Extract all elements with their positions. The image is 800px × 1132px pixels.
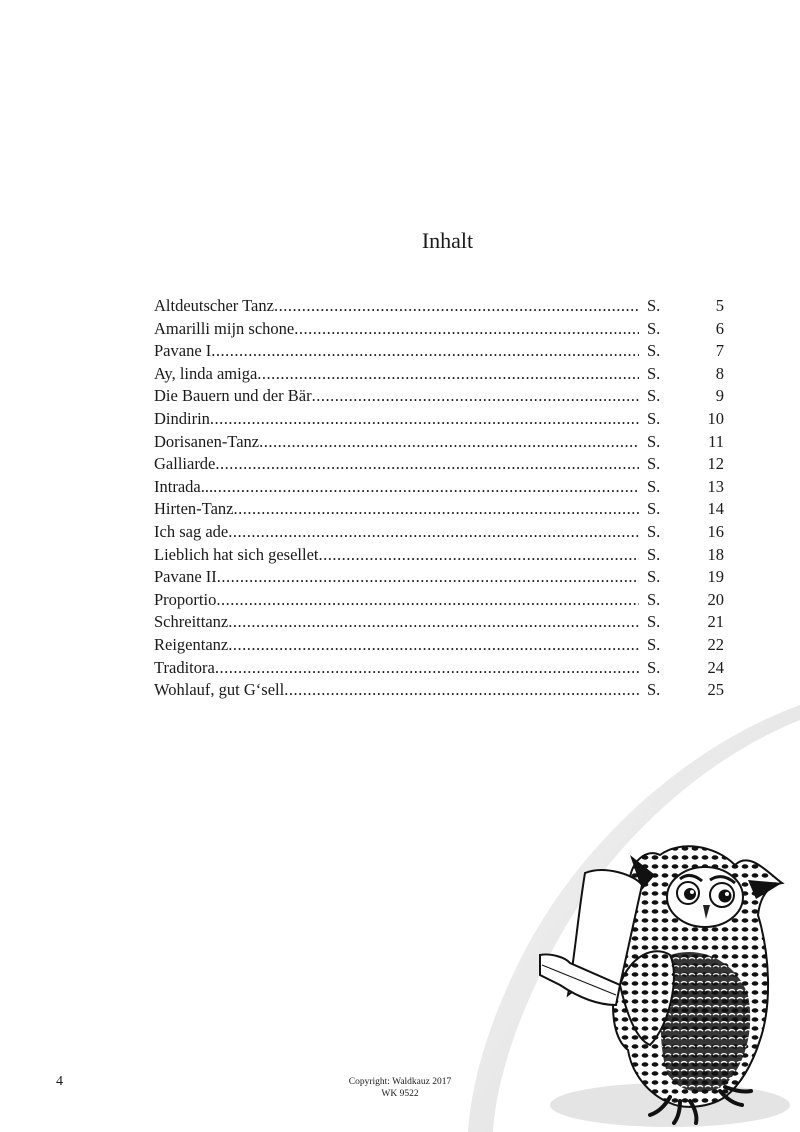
toc-row — [154, 431, 724, 454]
catalog-number: WK 9522 — [381, 1089, 419, 1099]
toc-entry-title: Pavane II — [154, 567, 217, 587]
toc-page-number: 21 — [707, 612, 724, 632]
toc-title-wrap — [154, 679, 639, 702]
toc-dot-leader — [284, 679, 639, 702]
toc-page-prefix: S. — [647, 408, 661, 428]
toc-page-number: 18 — [707, 544, 724, 564]
toc-page-prefix: S. — [647, 499, 661, 519]
toc-title-wrap — [154, 634, 639, 657]
toc-page-number: 9 — [715, 386, 724, 406]
toc-page-prefix: S. — [647, 386, 661, 406]
toc-title-wrap — [154, 521, 639, 544]
toc-dot-leader — [228, 634, 639, 657]
toc-page-prefix: S. — [647, 634, 661, 654]
toc-entry-title: Amarilli mijn schone — [154, 318, 295, 338]
toc-page-prefix: S. — [647, 680, 661, 700]
toc-page-number: 19 — [707, 567, 724, 587]
toc-entry-title: Lieblich hat sich gesellet — [154, 544, 319, 564]
toc-row — [154, 589, 724, 612]
toc-page-number: 14 — [707, 499, 724, 519]
toc-page-number: 7 — [715, 341, 724, 361]
toc-title-wrap — [154, 453, 639, 476]
toc-row — [154, 679, 724, 702]
toc-title-wrap — [154, 385, 639, 408]
toc-page-prefix: S. — [647, 476, 661, 496]
toc-title-wrap — [154, 476, 639, 499]
toc-page-number: 13 — [707, 476, 724, 496]
toc-dot-leader — [318, 544, 639, 567]
toc-page-prefix: S. — [647, 363, 661, 383]
toc-page-number: 8 — [715, 363, 724, 383]
toc-row — [154, 566, 724, 589]
toc-row — [154, 363, 724, 386]
toc-row — [154, 657, 724, 680]
toc-entry-title: Die Bauern und der Bär — [154, 386, 312, 406]
copyright-notice — [300, 1076, 500, 1100]
toc-page-number: 24 — [707, 657, 724, 677]
toc-title-wrap — [154, 363, 639, 386]
toc-dot-leader — [210, 408, 639, 431]
toc-page-number: 10 — [707, 408, 724, 428]
toc-entry-title: Proportio — [154, 589, 217, 609]
toc-entry-title: Hirten-Tanz — [154, 499, 234, 519]
toc-entry-title: Ich sag ade — [154, 521, 229, 541]
toc-entry-title: Dorisanen-Tanz — [154, 431, 260, 451]
owl-reading-icon — [520, 835, 795, 1132]
toc-page-prefix: S. — [647, 318, 661, 338]
toc-entry-title: Pavane I — [154, 341, 212, 361]
toc-title-wrap — [154, 611, 639, 634]
toc-row — [154, 544, 724, 567]
toc-row — [154, 476, 724, 499]
toc-page-number: 5 — [715, 296, 724, 315]
table-of-contents — [154, 295, 724, 702]
toc-row — [154, 385, 724, 408]
toc-page-number: 11 — [708, 431, 724, 451]
toc-page-number: 25 — [707, 680, 724, 700]
toc-row — [154, 634, 724, 657]
toc-row — [154, 611, 724, 634]
toc-title-wrap — [154, 295, 639, 318]
toc-title-wrap — [154, 544, 639, 567]
toc-row — [154, 498, 724, 521]
toc-row — [154, 521, 724, 544]
toc-page-prefix: S. — [647, 431, 661, 451]
toc-dot-leader — [216, 589, 639, 612]
toc-page-number: 6 — [715, 318, 724, 338]
toc-dot-leader — [228, 521, 639, 544]
toc-entry-title: Altdeutscher Tanz — [154, 296, 274, 315]
toc-dot-leader — [259, 431, 639, 454]
toc-dot-leader — [274, 295, 639, 318]
toc-dot-leader — [257, 363, 639, 386]
toc-page-prefix: S. — [647, 612, 661, 632]
copyright-text: Copyright: Waldkauz 2017 — [348, 1077, 452, 1087]
toc-dot-leader — [233, 498, 639, 521]
page-number: 4 — [56, 1074, 63, 1089]
toc-page-prefix: S. — [647, 341, 661, 361]
toc-entry-title: Reigentanz — [154, 634, 229, 654]
toc-page-prefix: S. — [647, 544, 661, 564]
toc-dot-leader — [228, 611, 639, 634]
toc-dot-leader — [215, 657, 639, 680]
toc-entry-title: Schreittanz — [154, 612, 229, 632]
toc-row — [154, 453, 724, 476]
toc-row — [154, 295, 724, 318]
toc-page-prefix: S. — [647, 567, 661, 587]
toc-dot-leader — [211, 340, 639, 363]
toc-title-wrap — [154, 340, 639, 363]
toc-entry-title: Wohlauf, gut G‘sell — [154, 680, 285, 700]
toc-row — [154, 318, 724, 341]
toc-title-wrap — [154, 566, 639, 589]
toc-entry-title: Ay, linda amiga — [154, 363, 258, 383]
toc-dot-leader — [294, 318, 639, 341]
toc-page-prefix: S. — [647, 454, 661, 474]
toc-entry-title: Dindirin — [154, 408, 210, 428]
toc-dot-leader — [312, 385, 639, 408]
toc-entry-title: Intrada... — [154, 476, 214, 496]
toc-page-number: 16 — [707, 521, 724, 541]
toc-title-wrap — [154, 408, 639, 431]
toc-dot-leader — [217, 566, 639, 589]
toc-page-prefix: S. — [647, 589, 661, 609]
toc-title-wrap — [154, 657, 639, 680]
toc-row — [154, 340, 724, 363]
toc-entry-title: Traditora — [154, 657, 215, 677]
toc-row — [154, 408, 724, 431]
toc-dot-leader — [213, 476, 639, 499]
toc-page-prefix: S. — [647, 657, 661, 677]
toc-title-wrap — [154, 498, 639, 521]
toc-page-prefix: S. — [647, 521, 661, 541]
toc-title-wrap — [154, 431, 639, 454]
toc-dot-leader — [215, 453, 639, 476]
toc-page-number: 22 — [707, 634, 724, 654]
toc-title-wrap — [154, 589, 639, 612]
toc-entry-title: Galliarde — [154, 454, 216, 474]
page-title: Inhalt — [421, 228, 474, 253]
toc-page-prefix: S. — [647, 296, 661, 315]
toc-title-wrap — [154, 318, 639, 341]
toc-page-number: 12 — [707, 454, 724, 474]
toc-page-number: 20 — [707, 589, 724, 609]
